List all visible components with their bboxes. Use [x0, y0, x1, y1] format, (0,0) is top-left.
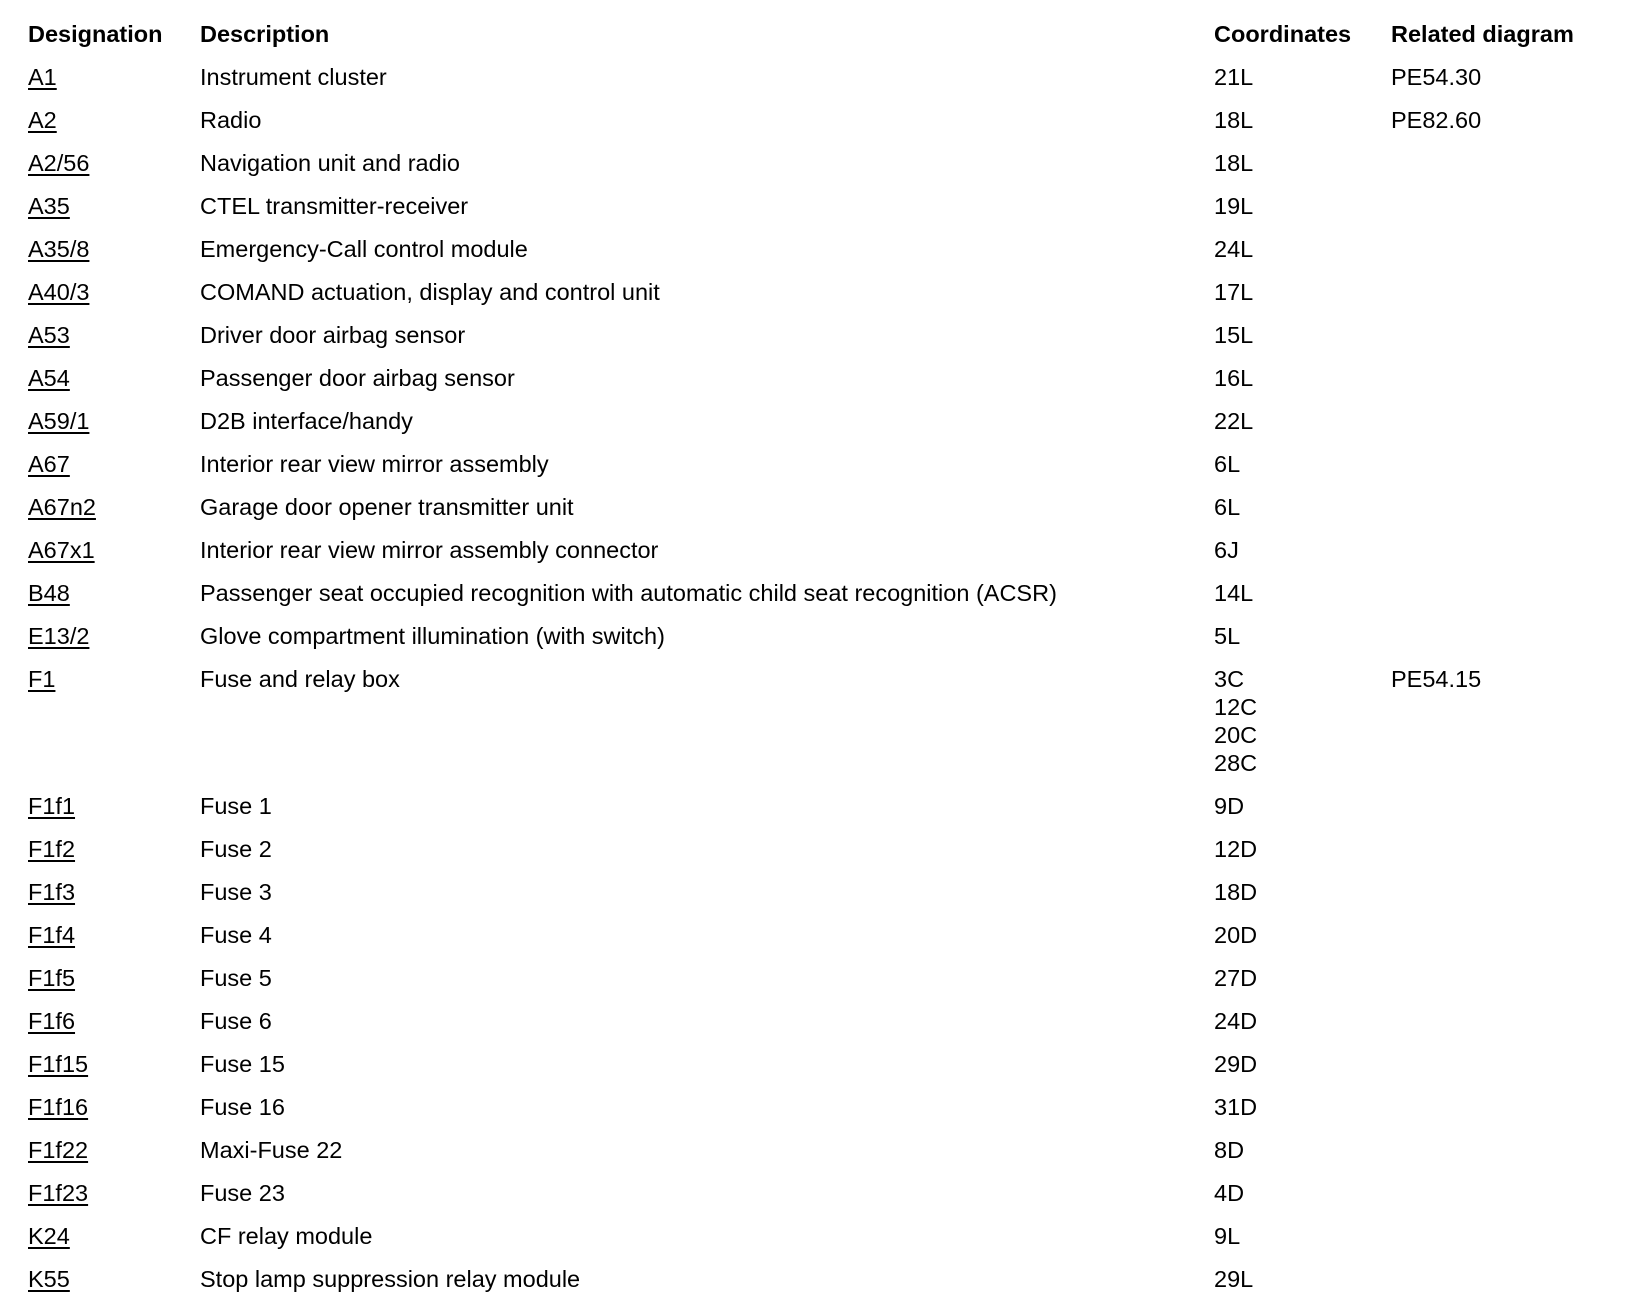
- related-diagram-cell: [1391, 272, 1608, 315]
- related-diagram-cell: [1391, 1001, 1608, 1044]
- designation-link[interactable]: F1f15: [28, 1051, 89, 1077]
- table-row: [28, 1259, 1608, 1302]
- designation-cell: [28, 401, 200, 444]
- table-row: [28, 401, 1608, 444]
- coordinate-value: 24L: [1214, 236, 1254, 262]
- related-diagram-cell: [1391, 530, 1608, 573]
- coordinate-value: 20D: [1214, 922, 1258, 948]
- coordinate-value: 4D: [1214, 1180, 1245, 1206]
- table-row: [28, 1216, 1608, 1259]
- related-diagram-cell: [1391, 315, 1608, 358]
- designation-link[interactable]: B48: [28, 580, 70, 606]
- table-row: [28, 358, 1608, 401]
- coordinates-cell: [1214, 401, 1391, 444]
- table-row: [28, 315, 1608, 358]
- related-diagram-cell: [1391, 1173, 1608, 1216]
- description-cell: Maxi-Fuse 22: [200, 1137, 343, 1163]
- coordinates-cell: [1214, 358, 1391, 401]
- description-cell: Fuse 16: [200, 1094, 285, 1120]
- coordinates-cell: [1214, 315, 1391, 358]
- table-row: [28, 530, 1608, 573]
- table-row: [28, 958, 1608, 1001]
- designation-cell: [28, 786, 200, 829]
- designation-cell: [28, 616, 200, 659]
- designation-link[interactable]: F1f16: [28, 1094, 89, 1120]
- coordinates-cell: [1214, 915, 1391, 958]
- table-row: [28, 786, 1608, 829]
- coordinate-value: 14L: [1214, 580, 1254, 606]
- coordinate-value: 21L: [1214, 64, 1254, 90]
- column-header-related-diagram: Related diagram: [1391, 21, 1574, 47]
- coordinates-cell: [1214, 100, 1391, 143]
- table-row: [28, 1044, 1608, 1087]
- designation-cell: [28, 143, 200, 186]
- designation-cell: [28, 1259, 200, 1302]
- related-diagram-cell: [1391, 1216, 1608, 1259]
- coordinates-cell: [1214, 1216, 1391, 1259]
- table-row: [28, 57, 1608, 100]
- description-cell: CTEL transmitter-receiver: [200, 193, 469, 219]
- description-cell: CF relay module: [200, 1223, 373, 1249]
- description-cell: Passenger seat occupied recognition with automatic child seat recognition (ACSR): [200, 580, 1057, 606]
- coordinate-value: 29L: [1214, 1266, 1254, 1292]
- designation-cell: [28, 358, 200, 401]
- description-cell: Navigation unit and radio: [200, 150, 460, 176]
- coordinate-value: 6L: [1214, 451, 1241, 477]
- coordinate-value: 29D: [1214, 1051, 1258, 1077]
- designation-link[interactable]: A35: [28, 193, 70, 219]
- designation-cell: [28, 186, 200, 229]
- coordinates-cell: [1214, 573, 1391, 616]
- coordinate-value: 9D: [1214, 793, 1245, 819]
- coordinates-cell: [1214, 616, 1391, 659]
- designation-link[interactable]: F1f6: [28, 1008, 76, 1034]
- coordinates-cell: [1214, 958, 1391, 1001]
- coordinate-value: 8D: [1214, 1137, 1245, 1163]
- coordinate-value: 12D: [1214, 836, 1258, 862]
- table-row: [28, 487, 1608, 530]
- description-cell: Fuse 1: [200, 793, 272, 819]
- designation-cell: [28, 100, 200, 143]
- designation-link[interactable]: E13/2: [28, 623, 90, 649]
- designation-cell: [28, 829, 200, 872]
- description-cell: Instrument cluster: [200, 64, 387, 90]
- coordinates-cell: [1214, 272, 1391, 315]
- table-row: [28, 1130, 1608, 1173]
- related-diagram-cell: [1391, 872, 1608, 915]
- table-row: [28, 186, 1608, 229]
- coordinates-cell: [1214, 1130, 1391, 1173]
- related-diagram-cell: [1391, 1044, 1608, 1087]
- designation-cell: [28, 872, 200, 915]
- coordinates-cell: [1214, 444, 1391, 487]
- coordinate-value: 31D: [1214, 1094, 1258, 1120]
- table-row: [28, 659, 1608, 786]
- designation-cell: [28, 915, 200, 958]
- related-diagram-cell: [1391, 229, 1608, 272]
- related-diagram-cell: [1391, 487, 1608, 530]
- coordinates-cell: [1214, 143, 1391, 186]
- coordinates-cell: [1214, 186, 1391, 229]
- coordinates-cell: [1214, 829, 1391, 872]
- designation-link[interactable]: A59/1: [28, 408, 90, 434]
- coordinate-value: 20C: [1214, 722, 1258, 748]
- related-diagram-cell: [1391, 444, 1608, 487]
- designation-cell: [28, 487, 200, 530]
- coordinates-cell: [1214, 872, 1391, 915]
- designation-cell: [28, 57, 200, 100]
- designation-link[interactable]: A2/56: [28, 150, 90, 176]
- coordinate-value: 17L: [1214, 279, 1254, 305]
- related-diagram-cell: [1391, 1259, 1608, 1302]
- designation-link[interactable]: F1f3: [28, 879, 76, 905]
- table-row: [28, 829, 1608, 872]
- designation-link[interactable]: A2: [28, 107, 57, 133]
- description-cell: Radio: [200, 107, 262, 133]
- description-cell: Fuse 5: [200, 965, 272, 991]
- description-cell: Stop lamp suppression relay module: [200, 1266, 581, 1292]
- designation-link[interactable]: A67n2: [28, 494, 96, 520]
- coordinates-cell: [1214, 1001, 1391, 1044]
- coordinate-value: 5L: [1214, 623, 1241, 649]
- related-diagram-cell: [1391, 358, 1608, 401]
- description-cell: Interior rear view mirror assembly: [200, 451, 549, 477]
- description-cell: Fuse 3: [200, 879, 272, 905]
- table-row: [28, 1001, 1608, 1044]
- designation-link[interactable]: A35/8: [28, 236, 90, 262]
- designation-link[interactable]: A53: [28, 322, 70, 348]
- related-diagram-cell: PE54.15: [1391, 666, 1482, 692]
- description-cell: Fuse 4: [200, 922, 272, 948]
- related-diagram-cell: [1391, 616, 1608, 659]
- designation-link[interactable]: F1: [28, 666, 56, 692]
- related-diagram-cell: [1391, 1087, 1608, 1130]
- designation-cell: [28, 530, 200, 573]
- table-row: [28, 616, 1608, 659]
- table-row: [28, 573, 1608, 616]
- related-diagram-cell: [1391, 573, 1608, 616]
- related-diagram-cell: [1391, 915, 1608, 958]
- description-cell: COMAND actuation, display and control unit: [200, 279, 660, 305]
- designation-cell: [28, 229, 200, 272]
- coordinate-value: 18L: [1214, 107, 1254, 133]
- related-diagram-cell: PE82.60: [1391, 107, 1482, 133]
- related-diagram-cell: PE54.30: [1391, 64, 1482, 90]
- component-legend-table: [28, 14, 1608, 1302]
- designation-link[interactable]: K55: [28, 1266, 70, 1292]
- description-cell: Garage door opener transmitter unit: [200, 494, 574, 520]
- column-header-description: Description: [200, 21, 330, 47]
- related-diagram-cell: [1391, 786, 1608, 829]
- coordinates-cell: [1214, 530, 1391, 573]
- table-row: [28, 100, 1608, 143]
- designation-link[interactable]: K24: [28, 1223, 70, 1249]
- designation-link[interactable]: A67x1: [28, 537, 95, 563]
- designation-cell: [28, 1216, 200, 1259]
- designation-link[interactable]: A54: [28, 365, 70, 391]
- description-cell: Fuse and relay box: [200, 666, 400, 692]
- description-cell: Glove compartment illumination (with switch): [200, 623, 665, 649]
- coordinate-value: 16L: [1214, 365, 1254, 391]
- related-diagram-cell: [1391, 186, 1608, 229]
- description-cell: D2B interface/handy: [200, 408, 413, 434]
- designation-cell: [28, 958, 200, 1001]
- related-diagram-cell: [1391, 401, 1608, 444]
- coordinate-value: 28C: [1214, 750, 1258, 776]
- designation-link[interactable]: F1f2: [28, 836, 76, 862]
- coordinate-value: 27D: [1214, 965, 1258, 991]
- designation-cell: [28, 1044, 200, 1087]
- table-row: [28, 915, 1608, 958]
- description-cell: Emergency-Call control module: [200, 236, 528, 262]
- coordinate-value: 19L: [1214, 193, 1254, 219]
- coordinates-cell: [1214, 1173, 1391, 1216]
- designation-cell: [28, 1130, 200, 1173]
- designation-link[interactable]: F1f4: [28, 922, 76, 948]
- coordinate-value: 24D: [1214, 1008, 1258, 1034]
- designation-link[interactable]: F1f1: [28, 793, 76, 819]
- coordinates-cell: [1214, 786, 1391, 829]
- designation-cell: [28, 1087, 200, 1130]
- coordinate-value: 22L: [1214, 408, 1254, 434]
- column-header-coordinates: Coordinates: [1214, 21, 1352, 47]
- related-diagram-cell: [1391, 1130, 1608, 1173]
- designation-link[interactable]: A67: [28, 451, 70, 477]
- designation-link[interactable]: F1f5: [28, 965, 76, 991]
- coordinate-value: 3C: [1214, 666, 1245, 692]
- coordinates-cell: [1214, 57, 1391, 100]
- designation-link[interactable]: A40/3: [28, 279, 90, 305]
- designation-link[interactable]: F1f22: [28, 1137, 89, 1163]
- coordinate-value: 15L: [1214, 322, 1254, 348]
- coordinate-value: 12C: [1214, 694, 1258, 720]
- designation-link[interactable]: A1: [28, 64, 57, 90]
- column-header-designation: Designation: [28, 21, 163, 47]
- header-row: [28, 14, 1608, 57]
- coordinate-value: 9L: [1214, 1223, 1241, 1249]
- table-row: [28, 1173, 1608, 1216]
- table-row: [28, 272, 1608, 315]
- coordinates-cell: [1214, 487, 1391, 530]
- description-cell: Fuse 6: [200, 1008, 272, 1034]
- designation-cell: [28, 272, 200, 315]
- legend-body: [28, 57, 1608, 1302]
- description-cell: Driver door airbag sensor: [200, 322, 466, 348]
- related-diagram-cell: [1391, 829, 1608, 872]
- coordinates-cell: [1214, 1044, 1391, 1087]
- table-row: [28, 872, 1608, 915]
- table-row: [28, 143, 1608, 186]
- coordinates-cell: [1214, 659, 1391, 786]
- related-diagram-cell: [1391, 143, 1608, 186]
- coordinate-value: 6J: [1214, 537, 1239, 563]
- coordinates-cell: [1214, 1259, 1391, 1302]
- description-cell: Interior rear view mirror assembly connector: [200, 537, 659, 563]
- description-cell: Fuse 23: [200, 1180, 285, 1206]
- table-row: [28, 444, 1608, 487]
- related-diagram-cell: [1391, 958, 1608, 1001]
- designation-cell: [28, 659, 200, 786]
- coordinate-value: 18L: [1214, 150, 1254, 176]
- coordinates-cell: [1214, 229, 1391, 272]
- designation-cell: [28, 315, 200, 358]
- description-cell: Passenger door airbag sensor: [200, 365, 515, 391]
- designation-cell: [28, 1173, 200, 1216]
- designation-cell: [28, 573, 200, 616]
- coordinates-cell: [1214, 1087, 1391, 1130]
- designation-link[interactable]: F1f23: [28, 1180, 89, 1206]
- table-row: [28, 229, 1608, 272]
- coordinate-value: 6L: [1214, 494, 1241, 520]
- designation-cell: [28, 444, 200, 487]
- description-cell: Fuse 2: [200, 836, 272, 862]
- designation-cell: [28, 1001, 200, 1044]
- description-cell: Fuse 15: [200, 1051, 285, 1077]
- coordinate-value: 18D: [1214, 879, 1258, 905]
- table-row: [28, 1087, 1608, 1130]
